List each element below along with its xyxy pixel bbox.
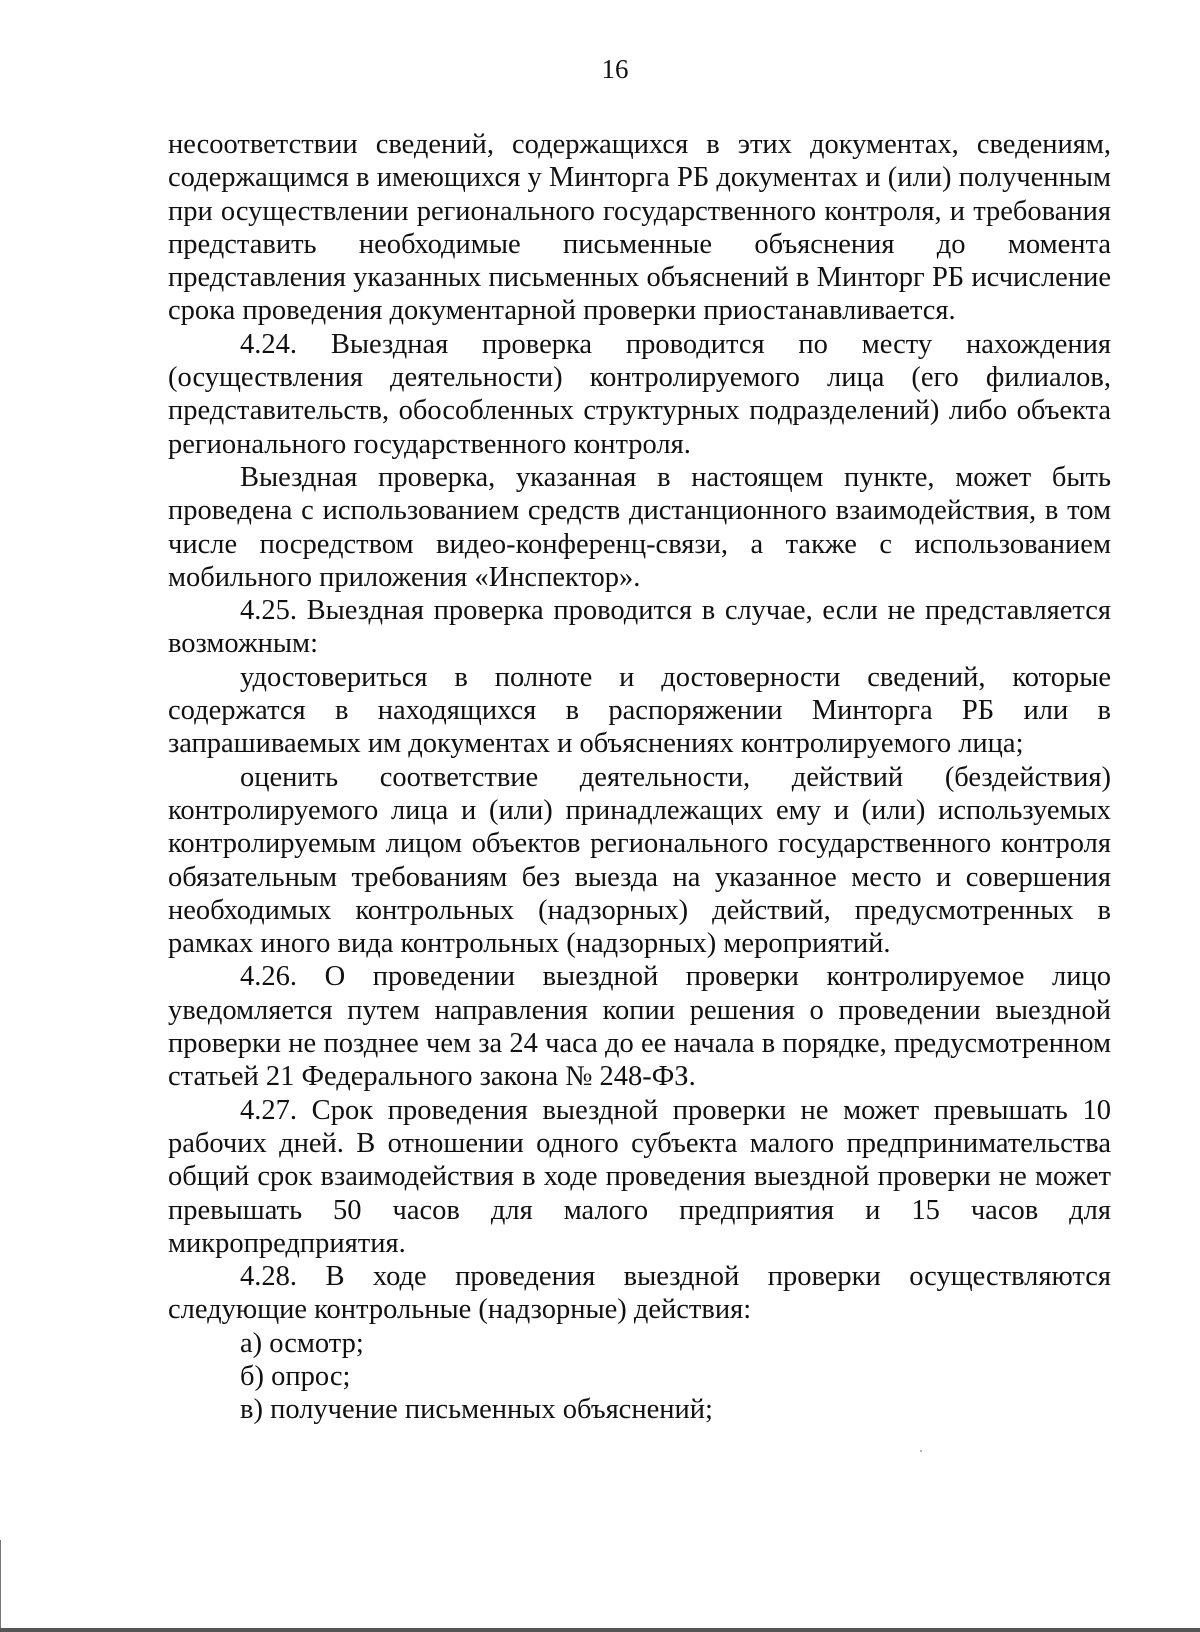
scan-speck [920,1450,922,1452]
list-item-written-explanations: в) получение письменных объяснений; [240,1394,713,1426]
paragraph-assess-compliance: оценить соответствие деятельности, действий (бездействия) контролируемого лица и (или) принадлежащих ему и (или) используемых контролируемым лицом объектов регионального государственного контроля обязательным требованиям без выезда на указанное место и совершения необходимых контрольных (надзорных) действий, предусмотренных в рамках иного вида контрольных (надзорных) мероприятий. [168,761,1111,960]
paragraph-remote-inspection: Выездная проверка, указанная в настоящем пункте, может быть проведена с использованием средств дистанционного взаимодействия, в том числе посредством видео-конференц-связи, а также с использованием мобильного приложения «Инспектор». [168,461,1111,593]
document-body [168,128,1111,1427]
list-item-inspection: а) осмотр; [240,1327,364,1359]
paragraph-verify-completeness: удостовериться в полноте и достоверности сведений, которые содержатся в находящихся в распоряжении Минторга РБ или в запрашиваемых им документах и объяснениях контролируемого лица; [168,661,1111,760]
paragraph-4-27: 4.27. Срок проведения выездной проверки не может превышать 10 рабочих дней. В отношении одного субъекта малого предпринимательства общий срок взаимодействия в ходе проведения выездной проверки не может превышать 50 часов для малого предприятия и 15 часов для микропредприятия. [168,1094,1111,1259]
paragraph-continuation: несоответствии сведений, содержащихся в этих документах, сведениям, содержащимся в имеющихся у Минторга РБ документах и (или) полученным при осуществлении регионального государственного контроля, и требования представить необходимые письменные объяснения до момента представления указанных письменных объяснений в Минторг РБ исчисление срока проведения документарной проверки приостанавливается. [168,129,1111,327]
list-item-survey: б) опрос; [240,1360,351,1392]
scan-margin-line [0,1540,1,1632]
paragraph-4-28: 4.28. В ходе проведения выездной проверки осуществляются следующие контрольные (надзорные) действия: [168,1261,1111,1326]
paragraph-4-24: 4.24. Выездная проверка проводится по месту нахождения (осуществления деятельности) контролируемого лица (его филиалов, представительств, обособленных структурных подразделений) либо объекта регионального государственного контроля. [168,328,1111,460]
scan-bottom-edge [0,1628,1200,1632]
paragraph-4-26: 4.26. О проведении выездной проверки контролируемое лицо уведомляется путем направления копии решения о проведении выездной проверки не позднее чем за 24 часа до ее начала в порядке, предусмотренном статьей 21 Федерального закона № 248-ФЗ. [168,961,1111,1093]
page-number: 16 [601,54,629,84]
paragraph-4-25: 4.25. Выездная проверка проводится в случае, если не представляется возможным: [168,595,1111,660]
